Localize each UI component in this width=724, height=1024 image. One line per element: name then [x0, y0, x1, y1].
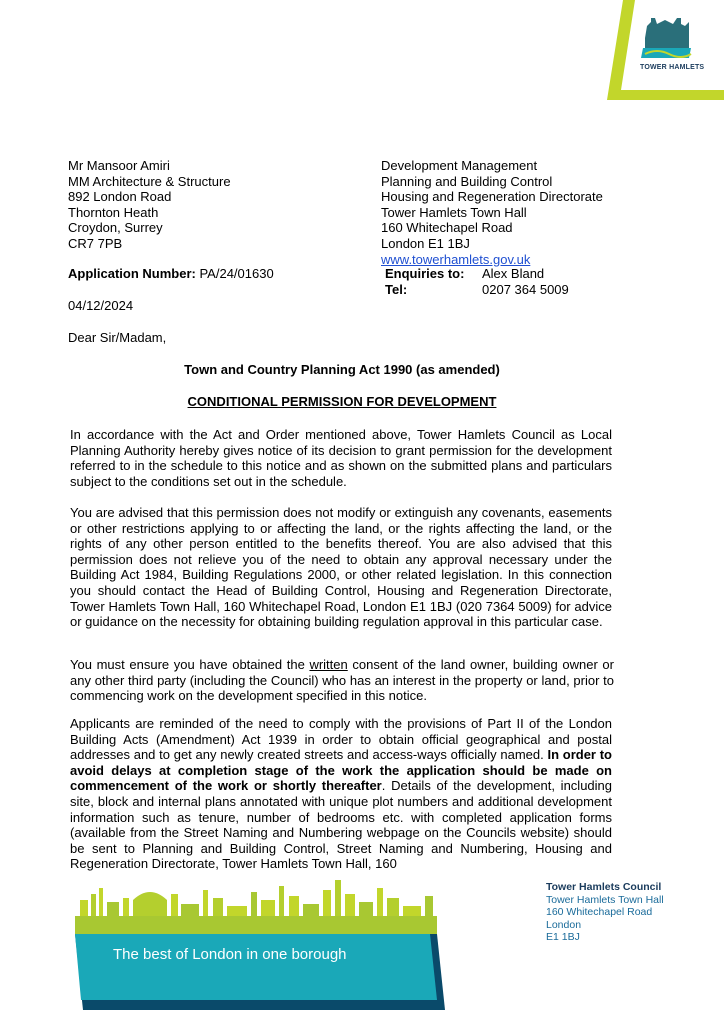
- sender-address: [381, 158, 603, 267]
- sender-line: 160 Whitechapel Road: [381, 220, 513, 236]
- footer-address: [546, 881, 664, 944]
- recipient-line: Mr Mansoor Amiri: [68, 158, 170, 173]
- website-link[interactable]: www.towerhamlets.gov.uk: [381, 251, 531, 267]
- paragraph-3-text: consent of the land owner, building owner or any other third party (including the Council) who has an interest in the property or land, prior to commencing work on the development specified in this notice.: [70, 657, 614, 704]
- salutation: Dear Sir/Madam,: [68, 330, 167, 345]
- paragraph-3-text: You must ensure you have obtained the: [70, 657, 310, 672]
- application-label: Application Number:: [68, 266, 196, 281]
- act-title: Town and Country Planning Act 1990 (as amended): [184, 362, 500, 377]
- header-logo: [585, 0, 724, 100]
- sender-line: Tower Hamlets Town Hall: [381, 204, 527, 220]
- footer-council-name: Tower Hamlets Council: [546, 881, 662, 893]
- logo-decoration: [585, 0, 724, 100]
- recipient-line: Croydon, Surrey: [68, 220, 163, 236]
- application-number: [68, 266, 274, 282]
- tel-value: 0207 364 5009: [482, 282, 569, 297]
- paragraph-4: [70, 716, 612, 872]
- recipient-line: MM Architecture & Structure: [68, 173, 231, 189]
- footer-address-line: Tower Hamlets Town Hall: [546, 893, 664, 906]
- enquiries-label: Enquiries to:: [385, 266, 465, 281]
- logo-text: TOWER HAMLETS: [640, 64, 705, 71]
- recipient-line: 892 London Road: [68, 189, 172, 205]
- tel-label: Tel:: [385, 282, 408, 297]
- recipient-address: [68, 158, 231, 252]
- sender-line: Development Management: [381, 158, 538, 173]
- paragraph-1: In accordance with the Act and Order mentioned above, Tower Hamlets Council as Local Planning Authority hereby gives notice of its decision to grant permission for the development referred to in the schedule to this notice and as shown on the submitted plans and particulars subject to the conditions set out in the schedule.: [70, 427, 612, 489]
- footer-address-line: London: [546, 918, 582, 931]
- sender-line: Housing and Regeneration Directorate: [381, 189, 603, 205]
- skyline-illustration: [75, 880, 445, 1010]
- recipient-line: Thornton Heath: [68, 204, 159, 220]
- footer-banner: [75, 880, 445, 1010]
- footer-address-line: 160 Whitechapel Road: [546, 906, 653, 919]
- paragraph-4-bold: In order to avoid delays at completion stage of the work the application should be made on commencement of the work or shortly thereafter: [70, 747, 612, 794]
- written-emphasis: written: [309, 657, 348, 672]
- enquiries-value: Alex Bland: [482, 266, 545, 281]
- paragraph-3: [70, 657, 614, 704]
- permission-heading: CONDITIONAL PERMISSION FOR DEVELOPMENT: [187, 394, 497, 409]
- letter-date: 04/12/2024: [68, 298, 134, 313]
- recipient-line: CR7 7PB: [68, 235, 123, 251]
- application-value: PA/24/01630: [199, 266, 274, 281]
- footer-address-line: E1 1BJ: [546, 931, 580, 944]
- paragraph-4-text: Applicants are reminded of the need to comply with the provisions of Part II of the London Building Acts (Amendment) Act 1939 in order to obtain official geographical and postal addresses and to get any newly created streets and access-ways officially named.: [70, 716, 612, 763]
- enquiries-row: [385, 266, 464, 282]
- sender-line: London E1 1BJ: [381, 235, 470, 251]
- sender-line: Planning and Building Control: [381, 173, 553, 189]
- paragraph-2: You are advised that this permission does not modify or extinguish any covenants, easements or other restrictions applying to or affecting the land, or the rights affecting the land, or the rights of any other person entitled to the benefits thereof. You are also advised that this permission does not relieve you of the need to obtain any approval necessary under the Building Act 1984, Building Regulations 2000, or other related legislation. In this connection you should contact the Head of Building Control, Housing and Regeneration Directorate, Tower Hamlets Town Hall, 160 Whitechapel Road, London E1 1BJ (020 7364 5009) for advice or guidance on the necessity for obtaining building regulation approval in this particular case.: [70, 505, 612, 630]
- banner-slogan: The best of London in one borough: [113, 946, 347, 963]
- paragraph-4-text: . Details of the development, including site, block and internal plans annotated with unique plot numbers and additional development information such as tenure, number of bedrooms etc. with completed application forms (available from the Street Naming and Numbering webpage on the Councils website) should be sent to Planning and Building Control, Street Naming and Numbering, Housing and Regeneration Directorate, Tower Hamlets Town Hall, 160: [70, 778, 612, 872]
